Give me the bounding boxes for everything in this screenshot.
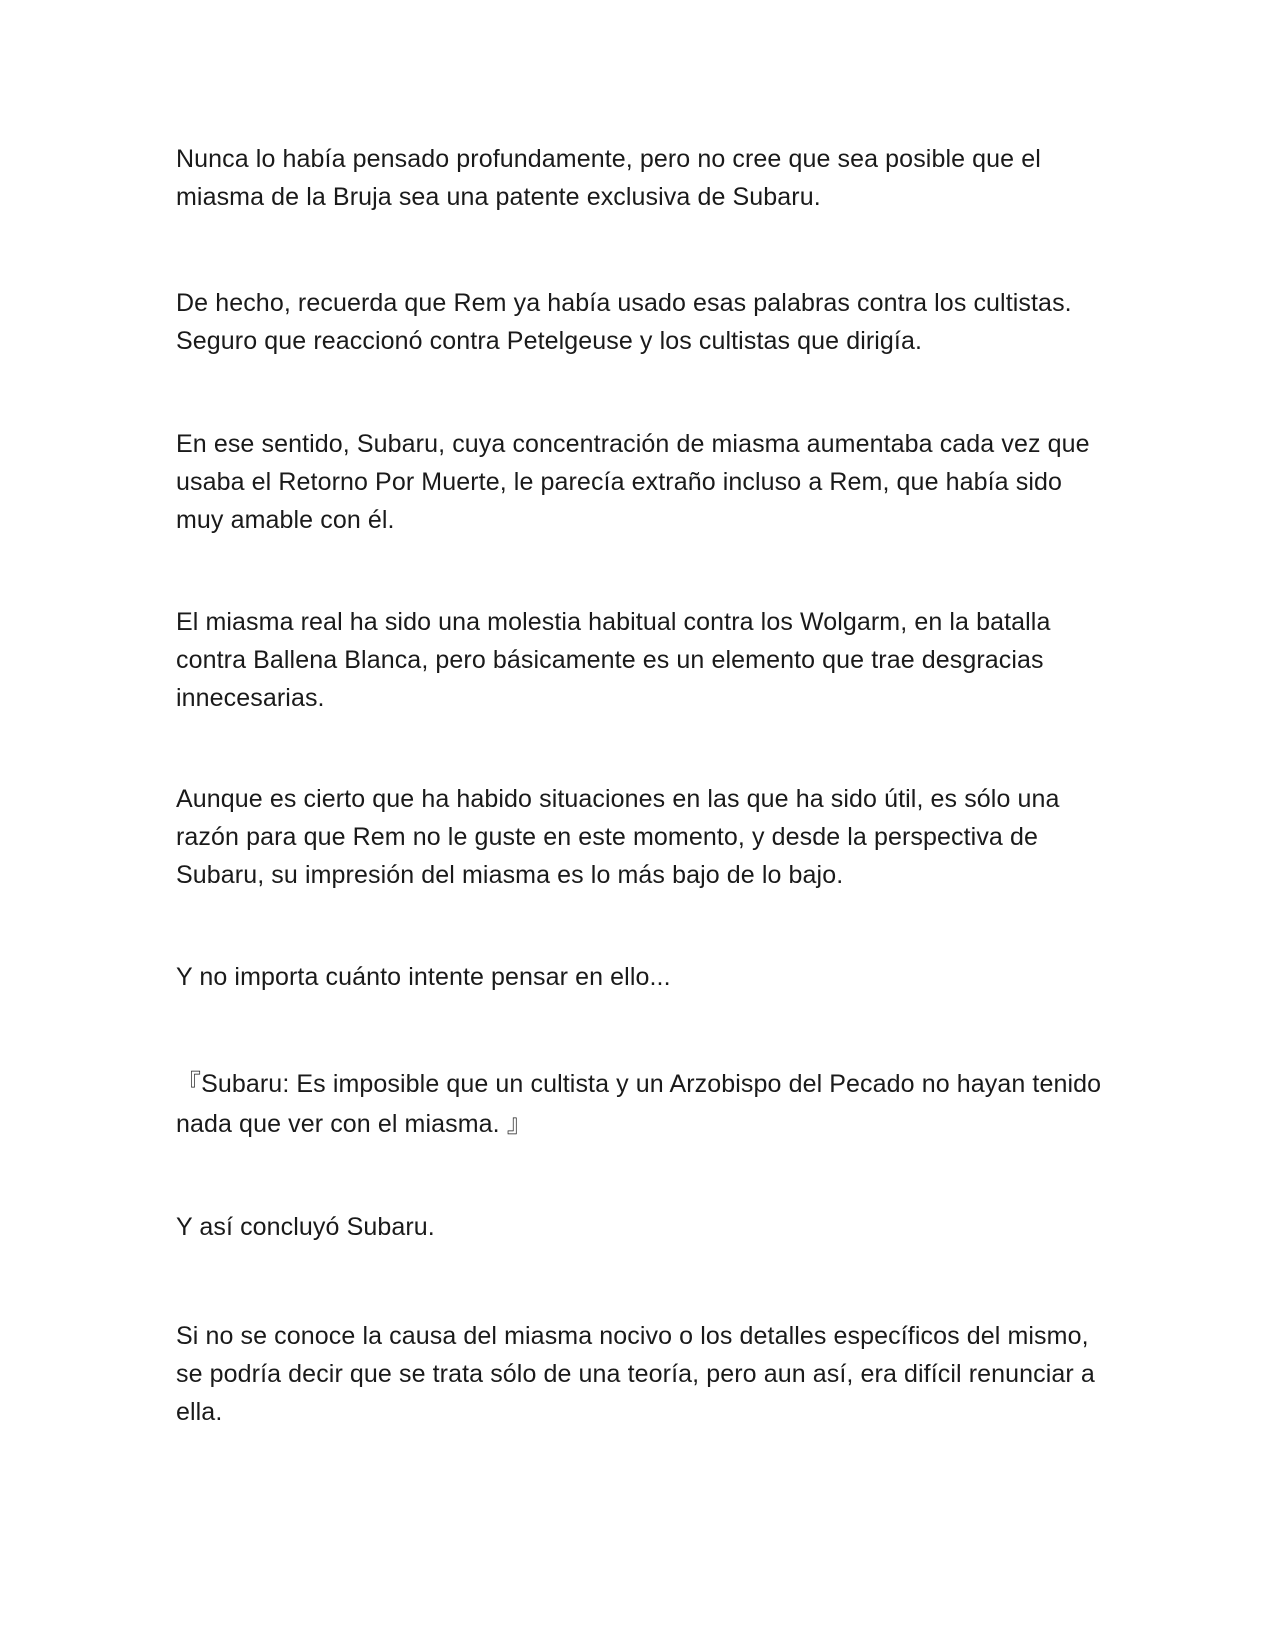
dialogue-quote: 『Subaru: Es imposible que un cultista y un Arzobispo del Pecado no hayan tenido nada que ver con el miasma. 』 — [176, 1070, 1102, 1138]
paragraph-3: En ese sentido, Subaru, cuya concentración de miasma aumentaba cada vez que usaba el Retorno Por Muerte, le parecía extraño incluso a Rem, que había sido muy amable con él. — [176, 430, 1090, 534]
paragraph-6: Y no importa cuánto intente pensar en ello... — [176, 963, 671, 991]
paragraph-9: Si no se conoce la causa del miasma nocivo o los detalles específicos del mismo, se podría decir que se trata sólo de una teoría, pero aun así, era difícil renunciar a ella. — [176, 1322, 1095, 1426]
paragraph-4: El miasma real ha sido una molestia habitual contra los Wolgarm, en la batalla contra Ballena Blanca, pero básicamente es un elemento que trae desgracias innecesarias. — [176, 608, 1051, 712]
paragraph-8: Y así concluyó Subaru. — [176, 1213, 435, 1241]
paragraph-2: De hecho, recuerda que Rem ya había usado esas palabras contra los cultistas. Seguro que reaccionó contra Petelgeuse y los cultistas que dirigía. — [176, 289, 1072, 355]
paragraph-1: Nunca lo había pensado profundamente, pero no cree que sea posible que el miasma de la Bruja sea una patente exclusiva de Subaru. — [176, 145, 1041, 211]
paragraph-5: Aunque es cierto que ha habido situaciones en las que ha sido útil, es sólo una razón para que Rem no le guste en este momento, y desde la perspectiva de Subaru, su impresión del miasma es lo más bajo de lo bajo. — [176, 785, 1060, 889]
